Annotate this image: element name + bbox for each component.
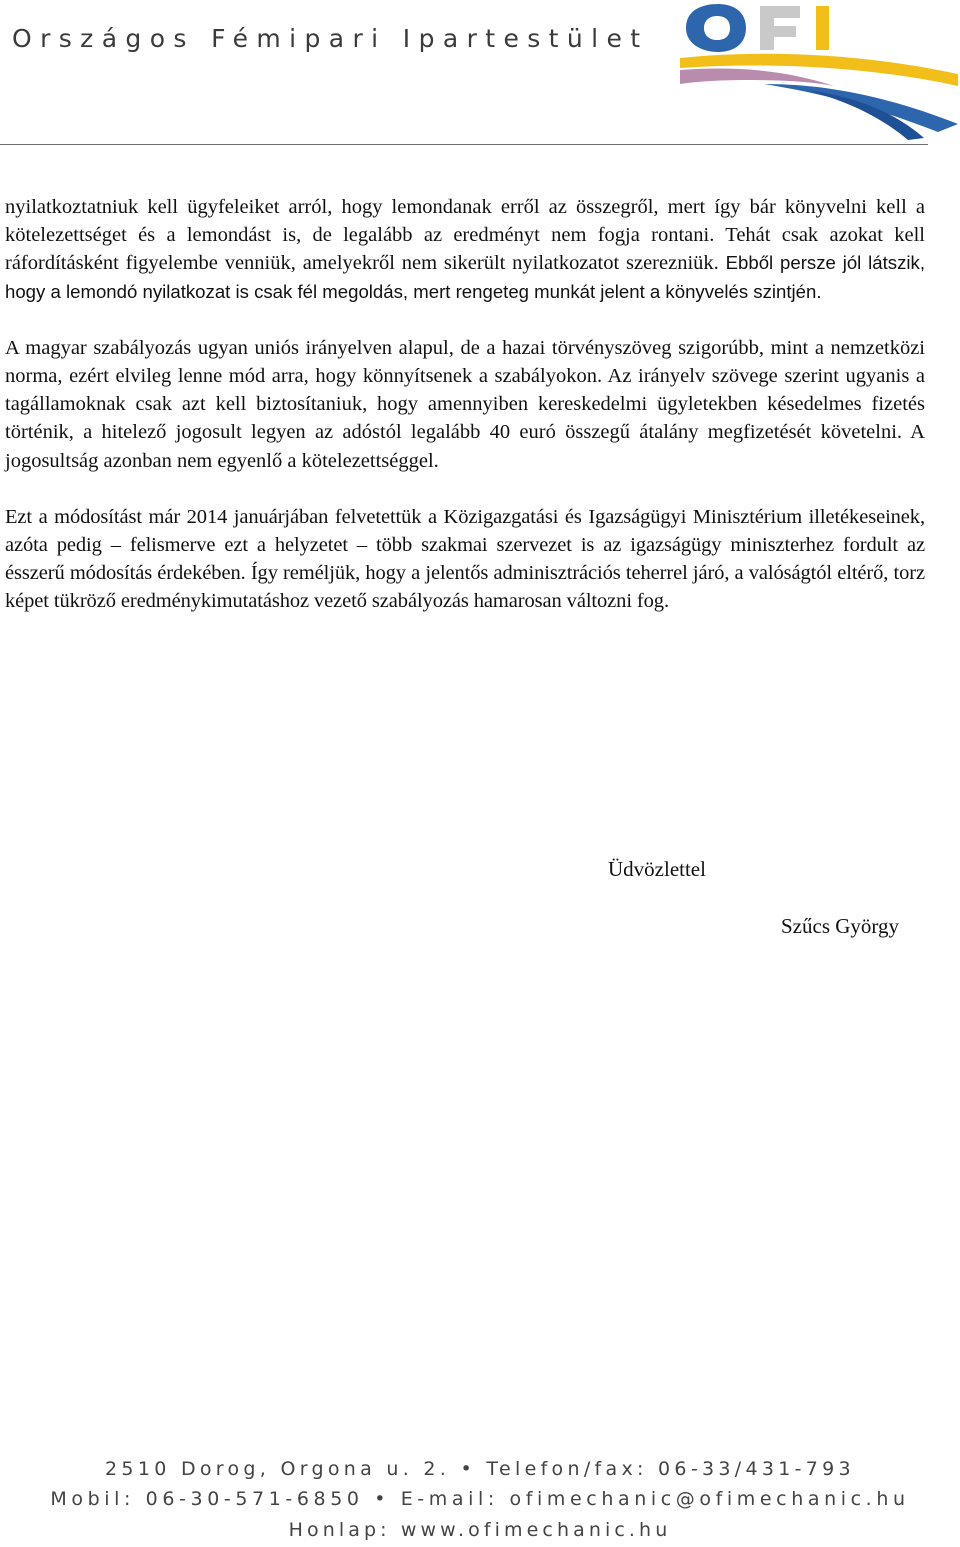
- logo-letter-i: [816, 6, 829, 50]
- letter-body: [5, 193, 925, 644]
- paragraph-1-serif: nyilatkoztatniuk kell ügyfeleiket arról, hogy lemondanak erről az összegről, mert így bár könyvelni kell a kötelezettséget és a lemondást is, de legalább az eredményt nem fogja rontani. Tehát csak azokat kell ráfordításként figyelembe venniük, amelyekről nem sikerült nyilatkozatot szerezniük.: [5, 196, 925, 275]
- paragraph-3: Ezt a módosítást már 2014 januárjában felvetettük a Közigazgatási és Igazságügyi Minisztérium illetékeseinek, azóta pedig – felismerve ezt a helyzetet – több szakmai szervezet is az igazságügy miniszterhez fordult az ésszerű módosítás érdekében. Így reméljük, hogy a jelentős adminisztrációs teherrel járó, a valóságtól eltérő, torz képet tükröző eredménykimutatáshoz vezető szabályozás hamarosan változni fog.: [5, 505, 925, 613]
- organization-name: Országos Fémipari Ipartestület: [12, 24, 649, 53]
- logo-swoosh-purple: [680, 69, 834, 86]
- footer-address: 2510 Dorog, Orgona u. 2. • Telefon/fax: 06-33/431-793: [105, 1458, 855, 1480]
- footer-contact: Mobil: 06-30-571-6850 • E-mail: ofimechanic@ofimechanic.hu: [50, 1488, 910, 1510]
- paragraph-1-sans: Ebből persze jól látszik, hogy a lemondó nyilatkozat is csak fél megoldás, mert rengeteg munkát jelent a könyvelés szintjén.: [5, 252, 925, 302]
- footer-website: Honlap: www.ofimechanic.hu: [288, 1519, 672, 1541]
- logo-letter-o: [686, 4, 746, 52]
- ofi-logo: [676, 0, 960, 142]
- signature-name: Szűcs György: [781, 914, 900, 938]
- paragraph-1: [5, 193, 925, 306]
- header-divider: [0, 144, 928, 145]
- logo-text: OFI: [676, 0, 678, 1]
- letterhead: [0, 0, 960, 146]
- closing-greeting: Üdvözlettel: [608, 857, 706, 881]
- paragraph-2: A magyar szabályozás ugyan uniós irányelven alapul, de a hazai törvényszöveg szigorúbb, mint a nemzetközi norma, ezért elvileg lenne mód arra, hogy könnyítsenek a szabályokon. Az irányelv szövege szerint ugyanis a tagállamoknak csak azt kell biztosítaniuk, hogy amennyiben kereskedelmi ügyletekben késedelmes fizetés történik, a hitelező jogosult legyen az adóstól legalább 40 euró összegű átalány megfizetését követelni. A jogosultság azonban nem egyenlő a kötelezettséggel.: [5, 336, 925, 472]
- logo-letter-f: [760, 6, 800, 50]
